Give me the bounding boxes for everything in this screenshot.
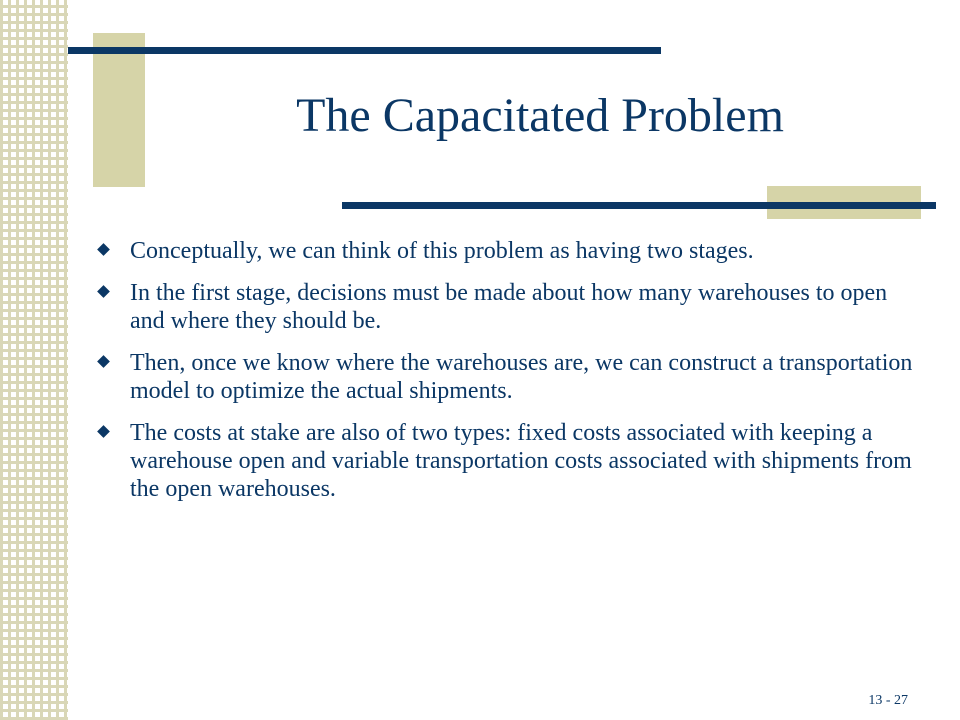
diamond-bullet-icon: [97, 285, 110, 298]
slide-title: The Capacitated Problem: [296, 89, 784, 142]
bullet-item: [97, 419, 927, 503]
bullet-text: Conceptually, we can think of this problem as having two stages.: [130, 238, 754, 264]
decorative-rule-bottom: [342, 202, 936, 209]
bullet-text: The costs at stake are also of two types: fixed costs associated with keeping a warehouse open and variable transportation costs associated with shipments from the open warehouses.: [130, 420, 912, 502]
bullet-text: In the first stage, decisions must be made about how many warehouses to open and where they should be.: [130, 280, 888, 334]
page-number: 13 - 27: [868, 693, 908, 708]
diamond-bullet-icon: [97, 425, 110, 438]
bullet-text: Then, once we know where the warehouses are, we can construct a transportation model to optimize the actual shipments.: [130, 350, 913, 404]
diamond-bullet-icon: [97, 243, 110, 256]
bullet-list: [97, 237, 927, 517]
bullet-item: [97, 349, 927, 405]
decorative-tan-block-left: [93, 33, 145, 187]
bullet-item: [97, 279, 927, 335]
decorative-striped-strip: [0, 0, 68, 720]
decorative-rule-top: [68, 47, 661, 54]
diamond-bullet-icon: [97, 355, 110, 368]
bullet-item: [97, 237, 927, 265]
